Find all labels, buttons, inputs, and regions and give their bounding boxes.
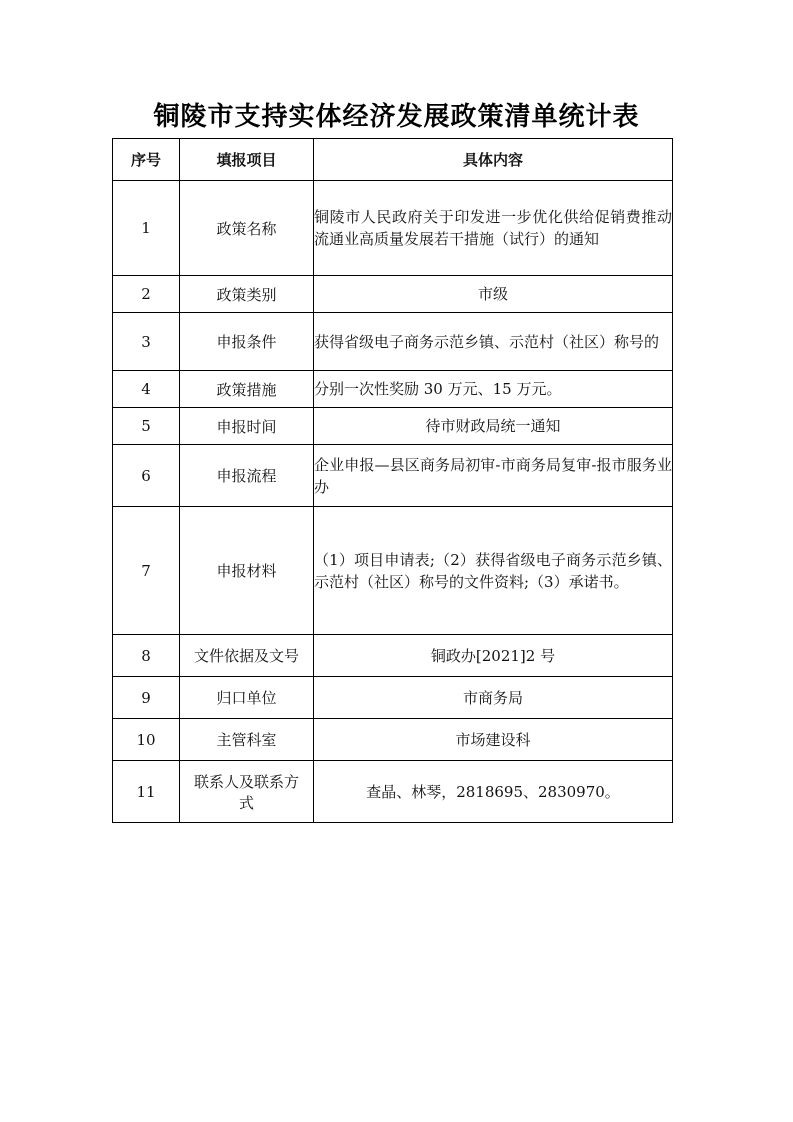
- header-content: 具体内容: [314, 139, 673, 181]
- row-number: 9: [113, 677, 180, 719]
- row-content: 市级: [314, 276, 673, 313]
- row-item: 申报条件: [180, 313, 314, 371]
- row-number: 3: [113, 313, 180, 371]
- row-number: 7: [113, 507, 180, 635]
- row-number: 11: [113, 761, 180, 823]
- table-row: [113, 761, 673, 823]
- row-item: 文件依据及文号: [180, 635, 314, 677]
- row-item: 政策名称: [180, 181, 314, 276]
- row-content: 查晶、林琴，2818695、2830970。: [314, 761, 673, 823]
- row-item: 主管科室: [180, 719, 314, 761]
- row-number: 4: [113, 371, 180, 408]
- table-row: [113, 276, 673, 313]
- table-row: [113, 408, 673, 445]
- header-item: 填报项目: [180, 139, 314, 181]
- table-row: [113, 313, 673, 371]
- table-row: [113, 507, 673, 635]
- row-content: 企业申报—县区商务局初审-市商务局复审-报市服务业办: [314, 445, 673, 507]
- row-number: 10: [113, 719, 180, 761]
- table-row: [113, 371, 673, 408]
- page-title: 铜陵市支持实体经济发展政策清单统计表: [153, 102, 640, 132]
- table-row: [113, 181, 673, 276]
- row-number: 8: [113, 635, 180, 677]
- row-item: 政策类别: [180, 276, 314, 313]
- table-row: [113, 719, 673, 761]
- row-item: 申报流程: [180, 445, 314, 507]
- header-no: 序号: [113, 139, 180, 181]
- row-item: 申报材料: [180, 507, 314, 635]
- row-item: 申报时间: [180, 408, 314, 445]
- row-number: 2: [113, 276, 180, 313]
- table-row: [113, 635, 673, 677]
- row-number: 5: [113, 408, 180, 445]
- row-item: 联系人及联系方式: [180, 761, 314, 823]
- row-content: 市场建设科: [314, 719, 673, 761]
- row-item: 政策措施: [180, 371, 314, 408]
- row-content: 铜政办[2021]2 号: [314, 635, 673, 677]
- row-content: （1）项目申请表;（2）获得省级电子商务示范乡镇、示范村（社区）称号的文件资料;（3）承诺书。: [314, 507, 673, 635]
- row-item: 归口单位: [180, 677, 314, 719]
- row-content: 市商务局: [314, 677, 673, 719]
- policy-table: [112, 138, 673, 823]
- table-row: [113, 445, 673, 507]
- row-content: 获得省级电子商务示范乡镇、示范村（社区）称号的: [314, 313, 673, 371]
- row-number: 1: [113, 181, 180, 276]
- row-content: 分别一次性奖励 30 万元、15 万元。: [314, 371, 673, 408]
- table-row: [113, 677, 673, 719]
- table-header-row: [113, 139, 673, 181]
- row-content: 铜陵市人民政府关于印发进一步优化供给促销费推动流通业高质量发展若干措施（试行）的通知: [314, 181, 673, 276]
- row-content: 待市财政局统一通知: [314, 408, 673, 445]
- row-number: 6: [113, 445, 180, 507]
